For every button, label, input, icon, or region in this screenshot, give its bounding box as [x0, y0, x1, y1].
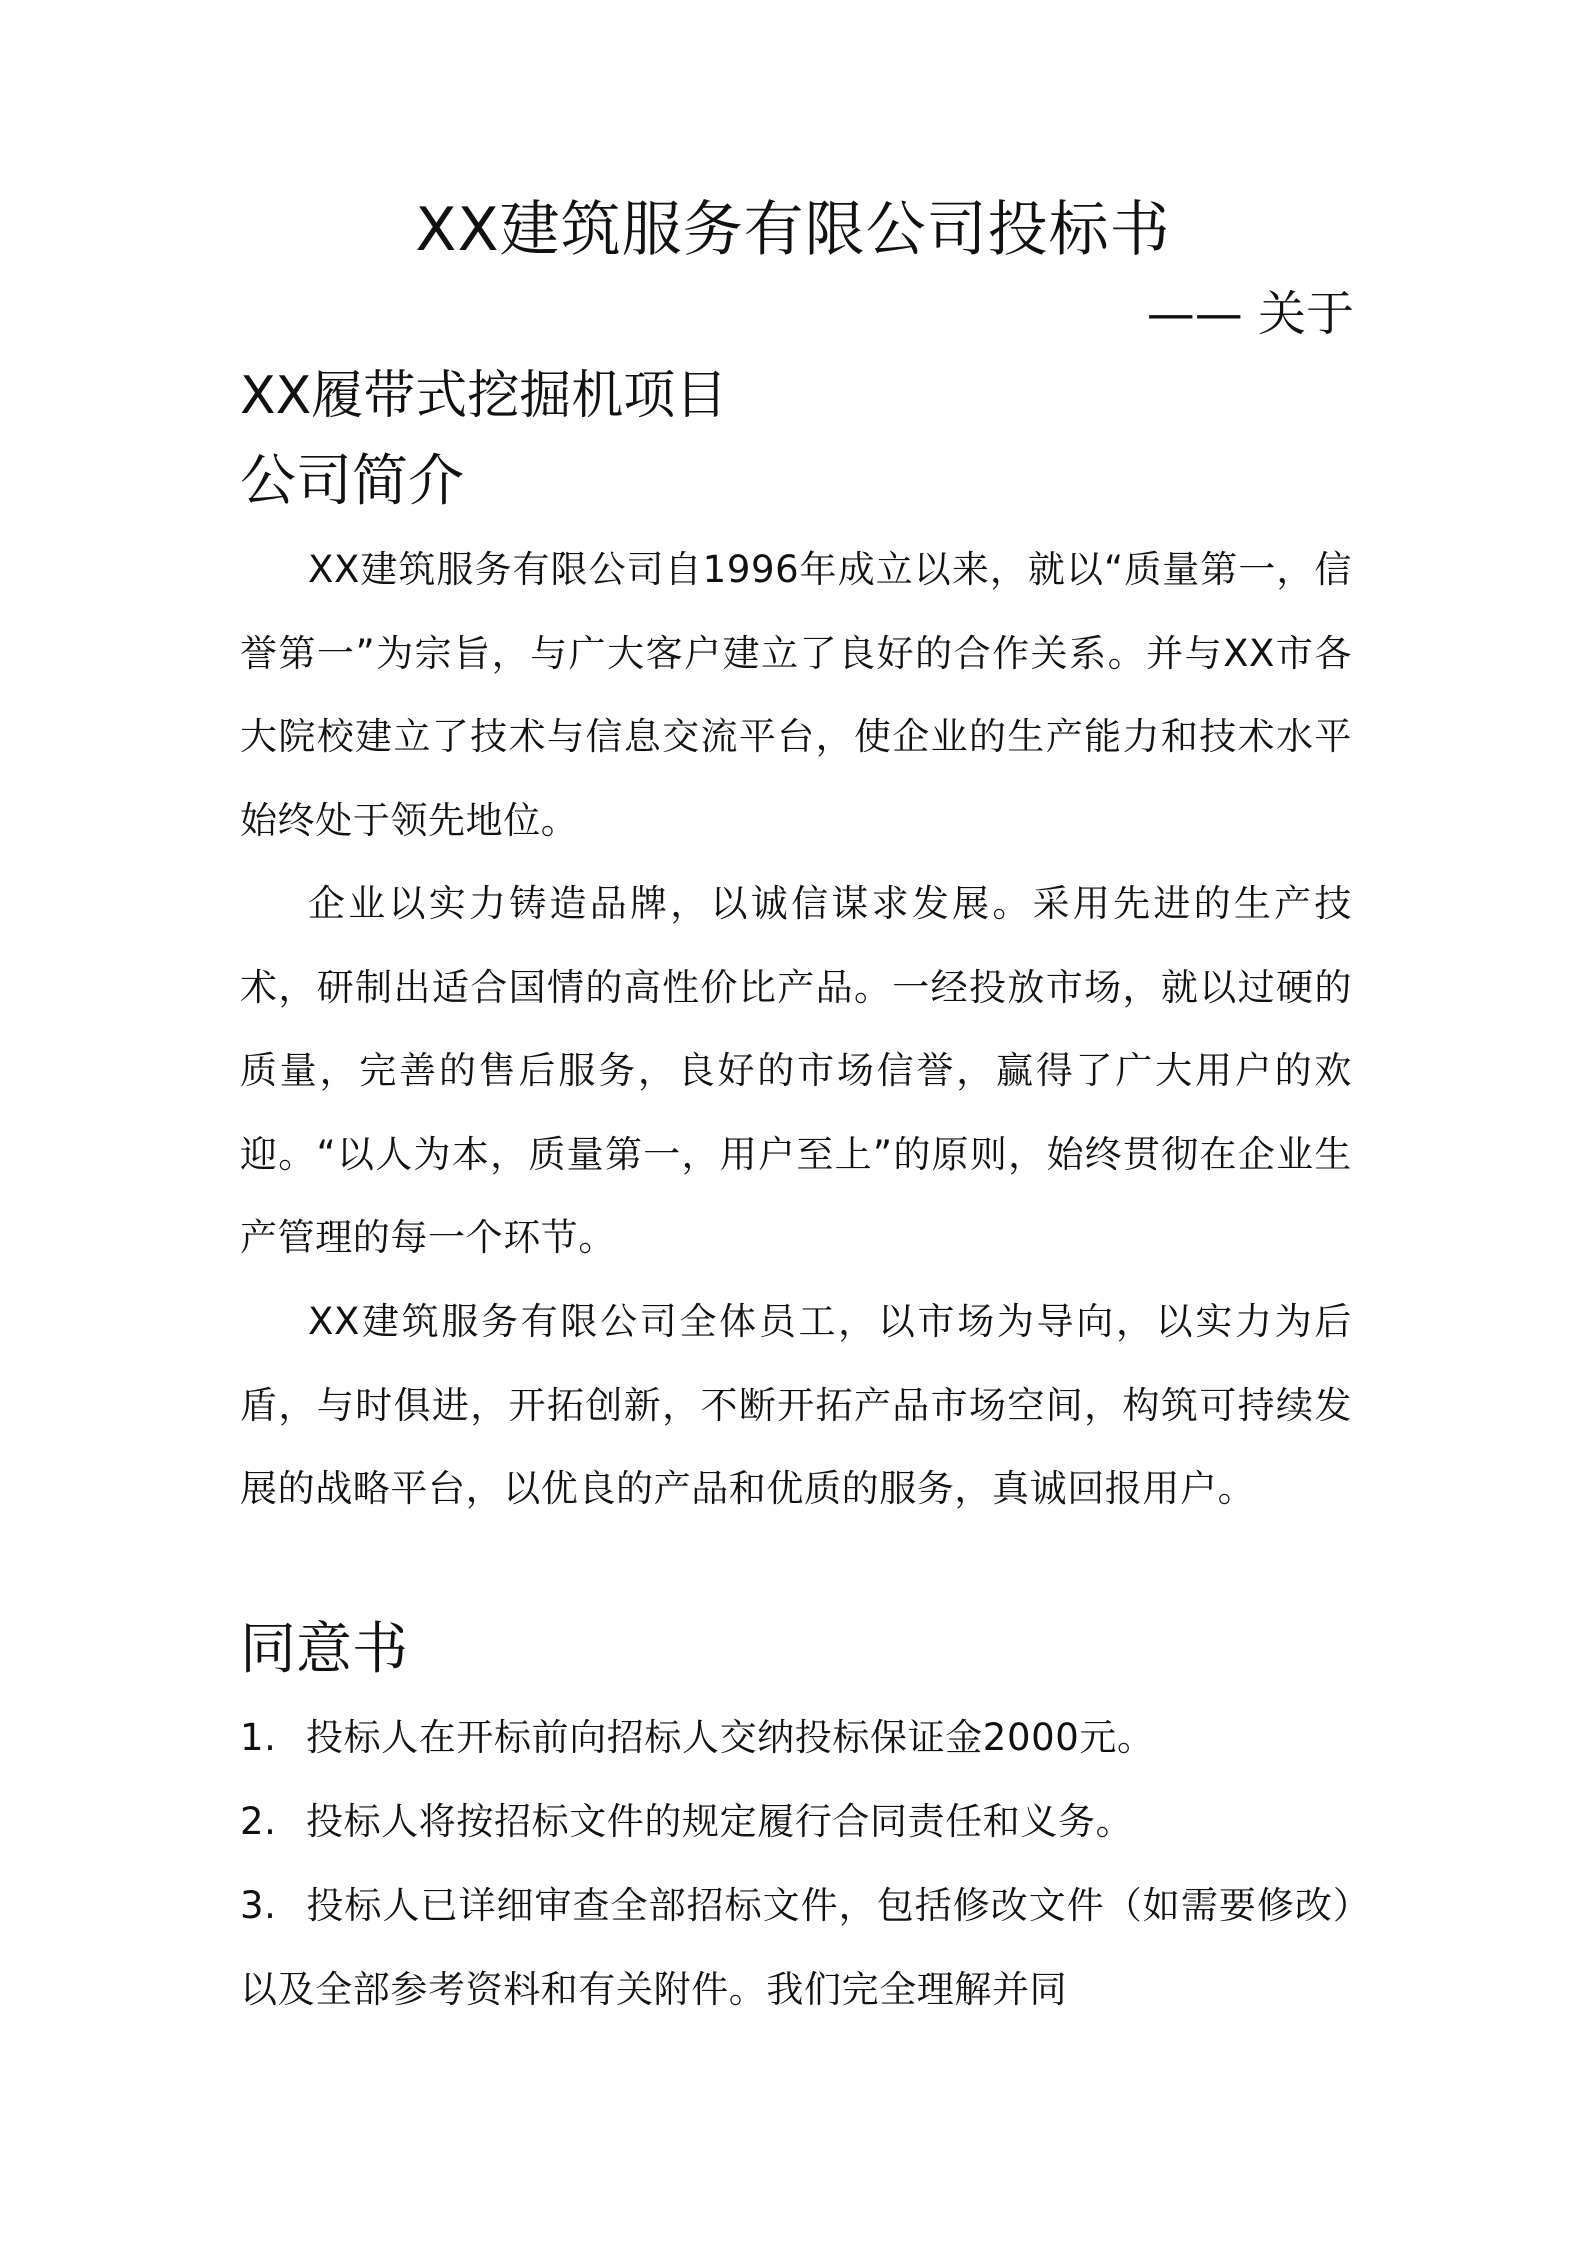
agreement-item-text: 投标人已详细审查全部招标文件，包括修改文件（如需要修改）以及全部参考资料和有关附件。我们完全理解并同 — [240, 1884, 1352, 2011]
agreement-item-1 — [240, 1696, 1352, 1780]
agreement-item-3 — [240, 1864, 1352, 2031]
company-intro-heading: 公司简介 — [240, 449, 464, 514]
agreement-item-number: 2. — [240, 1800, 277, 1843]
agreement-item-number: 3. — [240, 1884, 277, 1927]
intro-paragraph-1: XX建筑服务有限公司自1996年成立以来，就以“质量第一，信誉第一”为宗旨，与广大客户建立了良好的合作关系。并与XX市各大院校建立了技术与信息交流平台，使企业的生产能力和技术水平始终处于领先地位。 — [240, 548, 1352, 842]
agreement-item-number: 1. — [240, 1716, 277, 1759]
document-subtitle: —— 关于 — [1146, 286, 1354, 342]
agreement-heading: 同意书 — [240, 1617, 408, 1682]
document-title: XX建筑服务有限公司投标书 — [415, 195, 1171, 265]
project-name: XX履带式挖掘机项目 — [240, 366, 728, 426]
agreement-item-text: 投标人在开标前向招标人交纳投标保证金2000元。 — [306, 1716, 1155, 1759]
intro-paragraph-2: 企业以实力铸造品牌，以诚信谋求发展。采用先进的生产技术，研制出适合国情的高性价比产品。一经投放市场，就以过硬的质量，完善的售后服务，良好的市场信誉，赢得了广大用户的欢迎。“以人为本，质量第一，用户至上”的原则，始终贯彻在企业生产管理的每一个环节。 — [240, 882, 1352, 1259]
intro-paragraph-3: XX建筑服务有限公司全体员工，以市场为导向，以实力为后盾，与时俱进，开拓创新，不断开拓产品市场空间，构筑可持续发展的战略平台，以优良的产品和优质的服务，真诚回报用户。 — [240, 1300, 1352, 1510]
agreement-item-text: 投标人将按招标文件的规定履行合同责任和义务。 — [306, 1800, 1134, 1843]
agreement-item-2 — [240, 1780, 1352, 1864]
